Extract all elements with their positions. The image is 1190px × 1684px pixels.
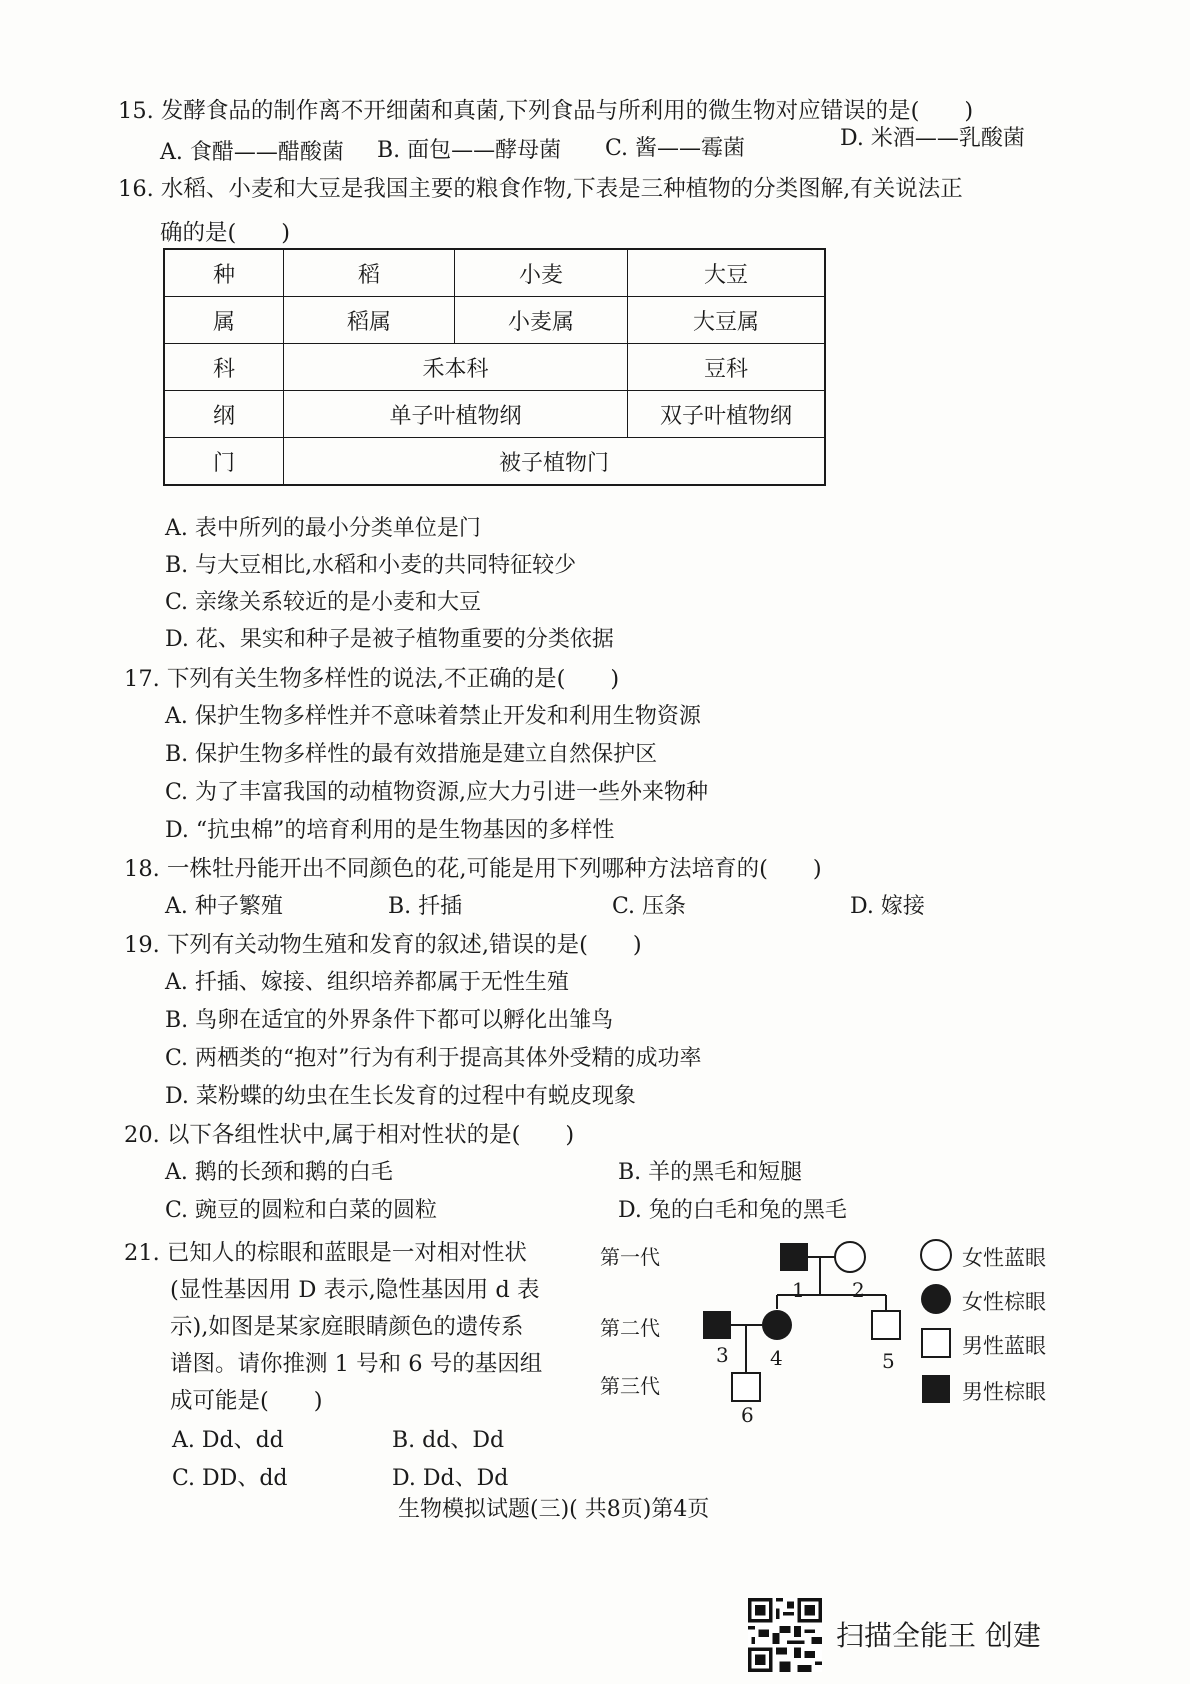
legend-label: 男性棕眼 — [962, 1380, 1046, 1404]
class-cell: 单子叶植物纲 — [284, 391, 628, 438]
q17-stem: 17. 下列有关生物多样性的说法,不正确的是( ) — [124, 666, 620, 692]
table-row-family — [164, 344, 825, 391]
class-cell: 双子叶植物纲 — [628, 391, 826, 438]
q21-stem-line5: 成可能是( ) — [170, 1388, 323, 1414]
pedigree-diagram — [590, 1225, 1100, 1425]
q15-stem: 15. 发酵食品的制作离不开细菌和真菌,下列食品与所利用的微生物对应错误的是( ) — [118, 98, 974, 124]
rank-cell: 种 — [164, 249, 284, 297]
table-row-phylum — [164, 438, 825, 486]
q21-option-c: C. DD、dd — [172, 1466, 288, 1491]
q16-option-a: A. 表中所列的最小分类单位是门 — [165, 516, 481, 541]
q17-option-d: D. “抗虫棉”的培育利用的是生物基因的多样性 — [165, 818, 615, 843]
rank-cell: 科 — [164, 344, 284, 391]
q15-option-c: C. 酱——霉菌 — [605, 136, 746, 161]
q16-option-c: C. 亲缘关系较近的是小麦和大豆 — [165, 590, 482, 615]
q15-option-d: D. 米酒——乳酸菌 — [840, 126, 1025, 151]
q15-option-a: A. 食醋——醋酸菌 — [160, 140, 344, 165]
species-cell: 小麦 — [455, 249, 628, 297]
individual-number: 4 — [770, 1346, 783, 1370]
genus-cell: 大豆属 — [628, 297, 826, 344]
q19-option-b: B. 鸟卵在适宜的外界条件下都可以孵化出雏鸟 — [165, 1008, 614, 1033]
genus-cell: 稻属 — [284, 297, 455, 344]
q20-option-c: C. 豌豆的圆粒和白菜的圆粒 — [165, 1198, 438, 1223]
legend-male-brown-icon — [922, 1375, 950, 1403]
scanner-watermark: 扫描全能王 创建 — [836, 1619, 1041, 1652]
individual-number: 6 — [741, 1403, 754, 1427]
q18-stem: 18. 一株牡丹能开出不同颜色的花,可能是用下列哪种方法培育的( ) — [124, 856, 822, 882]
genus-cell: 小麦属 — [455, 297, 628, 344]
q17-option-b: B. 保护生物多样性的最有效措施是建立自然保护区 — [165, 742, 658, 767]
species-cell: 大豆 — [628, 249, 826, 297]
family-cell: 禾本科 — [284, 344, 628, 391]
legend-label: 女性蓝眼 — [962, 1246, 1046, 1270]
individual-5-male-blue — [872, 1311, 900, 1339]
q21-option-a: A. Dd、dd — [172, 1428, 284, 1453]
page-footer: 生物模拟试题(三)( 共8页)第4页 — [398, 1497, 710, 1522]
legend-male-blue-icon — [922, 1329, 950, 1357]
legend-female-brown-icon — [921, 1284, 951, 1314]
generation-label: 第一代 — [600, 1245, 660, 1269]
table-row-class — [164, 391, 825, 438]
legend-female-blue-icon — [921, 1240, 951, 1270]
q16-stem-line1: 16. 水稻、小麦和大豆是我国主要的粮食作物,下表是三种植物的分类图解,有关说法正 — [118, 176, 963, 202]
q16-option-b: B. 与大豆相比,水稻和小麦的共同特征较少 — [165, 553, 577, 578]
generation-label: 第二代 — [600, 1316, 660, 1340]
rank-cell: 门 — [164, 438, 284, 486]
q15-option-b: B. 面包——酵母菌 — [377, 138, 562, 163]
individual-number: 3 — [716, 1343, 729, 1367]
q21-stem-line3: 示),如图是某家庭眼睛颜色的遗传系 — [170, 1314, 524, 1340]
species-cell: 稻 — [284, 249, 455, 297]
individual-1-male-brown — [780, 1243, 808, 1271]
q19-option-d: D. 菜粉蝶的幼虫在生长发育的过程中有蜕皮现象 — [165, 1084, 636, 1109]
rank-cell: 纲 — [164, 391, 284, 438]
q21-stem-line1: 21. 已知人的棕眼和蓝眼是一对相对性状 — [124, 1240, 527, 1266]
table-row-species — [164, 249, 825, 297]
q19-option-c: C. 两栖类的“抱对”行为有利于提高其体外受精的成功率 — [165, 1046, 702, 1071]
legend-label: 男性蓝眼 — [962, 1334, 1046, 1358]
q16-option-d: D. 花、果实和种子是被子植物重要的分类依据 — [165, 627, 614, 652]
phylum-cell: 被子植物门 — [284, 438, 826, 486]
q17-option-c: C. 为了丰富我国的动植物资源,应大力引进一些外来物种 — [165, 780, 709, 805]
pedigree-legend-symbols — [918, 1225, 954, 1415]
q20-option-b: B. 羊的黑毛和短腿 — [618, 1160, 803, 1185]
q21-stem-line2: (显性基因用 D 表示,隐性基因用 d 表 — [170, 1277, 540, 1303]
generation-label: 第三代 — [600, 1374, 660, 1398]
family-cell: 豆科 — [628, 344, 826, 391]
q17-option-a: A. 保护生物多样性并不意味着禁止开发和利用生物资源 — [165, 704, 701, 729]
q18-option-d: D. 嫁接 — [850, 894, 925, 919]
q21-option-d: D. Dd、Dd — [392, 1466, 509, 1491]
individual-number: 2 — [852, 1278, 865, 1302]
individual-6-male-blue — [732, 1373, 760, 1401]
q19-option-a: A. 扦插、嫁接、组织培养都属于无性生殖 — [165, 970, 569, 995]
qr-code-icon — [748, 1598, 822, 1672]
legend-label: 女性棕眼 — [962, 1290, 1046, 1314]
q16-stem-line2: 确的是( ) — [160, 220, 291, 246]
q20-option-a: A. 鹅的长颈和鹅的白毛 — [165, 1160, 393, 1185]
classification-table — [163, 248, 826, 486]
rank-cell: 属 — [164, 297, 284, 344]
individual-2-female-blue — [835, 1242, 865, 1272]
table-row-genus — [164, 297, 825, 344]
individual-number: 5 — [882, 1349, 895, 1373]
q19-stem: 19. 下列有关动物生殖和发育的叙述,错误的是( ) — [124, 932, 642, 958]
q21-option-b: B. dd、Dd — [392, 1428, 505, 1453]
q21-stem-line4: 谱图。请你推测 1 号和 6 号的基因组 — [170, 1351, 543, 1377]
q18-option-a: A. 种子繁殖 — [165, 894, 283, 919]
individual-3-male-brown — [703, 1311, 731, 1339]
individual-4-female-brown — [762, 1310, 792, 1340]
q20-stem: 20. 以下各组性状中,属于相对性状的是( ) — [124, 1122, 575, 1148]
q18-option-b: B. 扦插 — [388, 894, 463, 919]
q20-option-d: D. 兔的白毛和兔的黑毛 — [618, 1198, 847, 1223]
q18-option-c: C. 压条 — [612, 894, 687, 919]
individual-number: 1 — [792, 1278, 805, 1302]
